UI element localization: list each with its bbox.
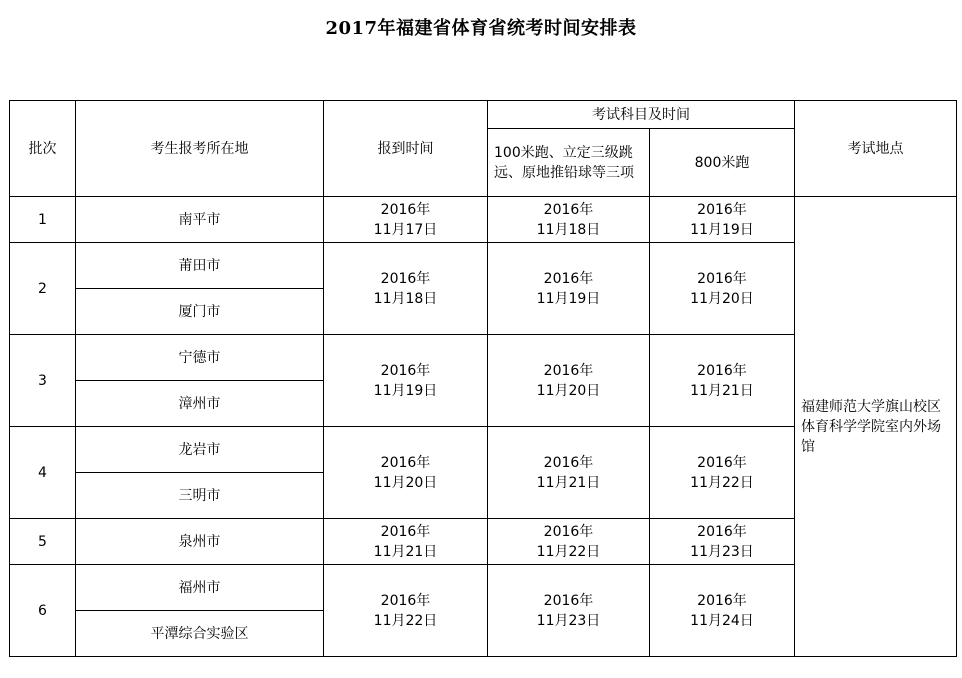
run800-date: 2016年 11月22日 — [650, 427, 795, 519]
batch-number: 5 — [10, 519, 76, 565]
city-cell: 泉州市 — [76, 519, 324, 565]
run800-date: 2016年 11月23日 — [650, 519, 795, 565]
header-subjects-time: 考试科目及时间 — [488, 101, 795, 129]
city-cell: 三明市 — [76, 473, 324, 519]
events-date: 2016年 11月19日 — [488, 243, 650, 335]
header-report-time: 报到时间 — [324, 101, 488, 197]
run800-date: 2016年 11月21日 — [650, 335, 795, 427]
run800-date: 2016年 11月20日 — [650, 243, 795, 335]
city-cell: 宁德市 — [76, 335, 324, 381]
schedule-table — [9, 100, 957, 657]
events-date: 2016年 11月18日 — [488, 197, 650, 243]
batch-number: 2 — [10, 243, 76, 335]
report-date: 2016年 11月19日 — [324, 335, 488, 427]
header-800m-sub: 800米跑 — [650, 129, 795, 197]
report-date: 2016年 11月20日 — [324, 427, 488, 519]
batch-number: 3 — [10, 335, 76, 427]
batch-number: 4 — [10, 427, 76, 519]
report-date: 2016年 11月17日 — [324, 197, 488, 243]
city-cell: 福州市 — [76, 565, 324, 611]
city-cell: 漳州市 — [76, 381, 324, 427]
venue-cell: 福建师范大学旗山校区体育科学学院室内外场馆 — [795, 197, 957, 657]
report-date: 2016年 11月21日 — [324, 519, 488, 565]
events-date: 2016年 11月22日 — [488, 519, 650, 565]
batch-number: 6 — [10, 565, 76, 657]
city-cell: 平潭综合实验区 — [76, 611, 324, 657]
table-row — [10, 197, 957, 243]
city-cell: 南平市 — [76, 197, 324, 243]
run800-date: 2016年 11月19日 — [650, 197, 795, 243]
run800-date: 2016年 11月24日 — [650, 565, 795, 657]
city-cell: 龙岩市 — [76, 427, 324, 473]
header-venue: 考试地点 — [795, 101, 957, 197]
page-title: 2017年福建省体育省统考时间安排表 — [325, 18, 637, 39]
batch-number: 1 — [10, 197, 76, 243]
header-batch: 批次 — [10, 101, 76, 197]
city-cell: 莆田市 — [76, 243, 324, 289]
report-date: 2016年 11月22日 — [324, 565, 488, 657]
header-events-sub: 100米跑、立定三级跳远、原地推铅球等三项 — [488, 129, 650, 197]
header-location: 考生报考所在地 — [76, 101, 324, 197]
events-date: 2016年 11月20日 — [488, 335, 650, 427]
report-date: 2016年 11月18日 — [324, 243, 488, 335]
events-date: 2016年 11月21日 — [488, 427, 650, 519]
events-date: 2016年 11月23日 — [488, 565, 650, 657]
city-cell: 厦门市 — [76, 289, 324, 335]
